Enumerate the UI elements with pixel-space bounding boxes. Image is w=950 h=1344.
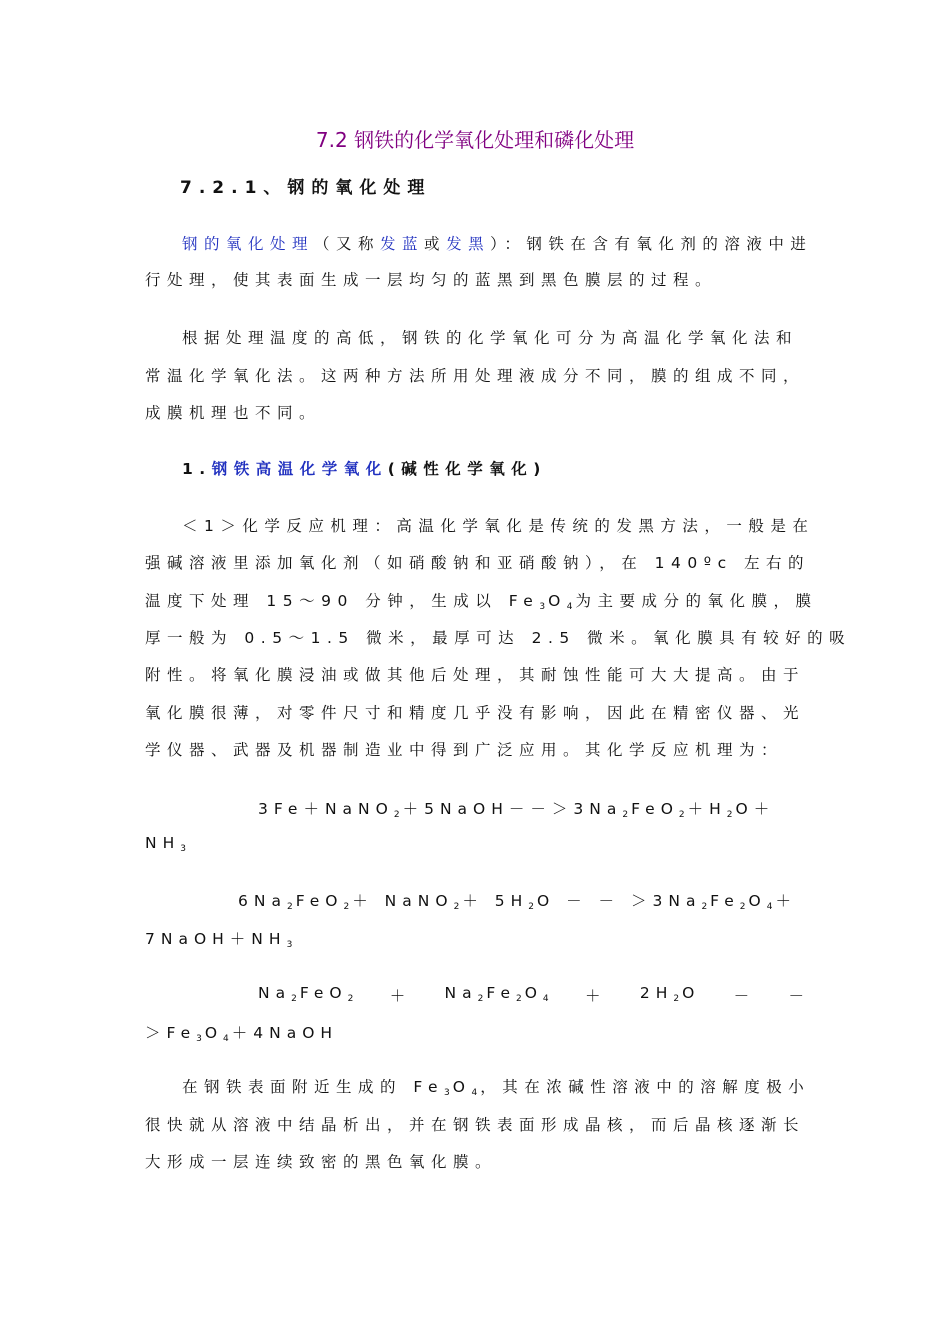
equation-3-line-1: [258, 984, 810, 1006]
text: ＋4NaOH: [231, 1024, 339, 1042]
term-na2feo2: [258, 984, 356, 1006]
subscript: 3: [444, 1088, 453, 1098]
text: 为主要成分的氧化膜，膜: [575, 592, 818, 610]
text: ＞Fe: [145, 1024, 197, 1042]
subscript: 2: [393, 810, 403, 820]
subscript: 2: [291, 994, 300, 1004]
text: O: [452, 1078, 472, 1096]
text: O: [548, 592, 567, 610]
text: O: [682, 984, 701, 1002]
text: Fe: [710, 892, 740, 910]
subscript: 2: [515, 994, 525, 1004]
term-blueing: 发蓝: [380, 235, 425, 253]
subscript: 2: [673, 994, 683, 1004]
text: O: [524, 984, 543, 1002]
equation-1-line-1: [258, 797, 775, 820]
subscript: 2: [453, 902, 463, 912]
subscript: 3: [196, 1034, 205, 1044]
text: O － － ＞3Na: [537, 892, 702, 910]
plus-sign: ＋: [584, 987, 607, 1005]
subscript: 3: [539, 602, 549, 612]
text: ＋5NaOH－－＞3Na: [402, 800, 623, 818]
text: 在钢铁表面附近生成的 Fe: [182, 1078, 445, 1096]
subscript: 2: [528, 902, 537, 912]
subheading-1: [182, 459, 847, 479]
dash: －: [733, 987, 756, 1005]
subscript: 3: [180, 844, 189, 854]
paragraph-3-line-1: ＜1＞化学反应机理：高温化学氧化是传统的发黑方法，一般是在: [182, 517, 815, 535]
text: 或: [424, 235, 447, 253]
subscript: 4: [542, 994, 552, 1004]
text: ，其在浓碱性溶液中的溶解度极小: [480, 1078, 811, 1096]
text: （又称: [314, 235, 381, 253]
text: 2H: [639, 984, 674, 1002]
heading-number: 1.: [182, 460, 212, 478]
text: O: [204, 1024, 224, 1042]
subscript: 2: [701, 902, 711, 912]
text: O＋: [735, 800, 776, 818]
plus-sign: ＋: [389, 987, 412, 1005]
paragraph-3-line-7: 学仪器、武器及机器制造业中得到广泛应用。其化学反应机理为：: [145, 741, 784, 759]
paragraph-3-line-4: 厚一般为 0.5～1.5 微米，最厚可达 2.5 微米。氧化膜具有较好的吸: [145, 629, 852, 647]
text: 6Na: [238, 892, 287, 910]
subscript: 4: [471, 1088, 481, 1098]
term-oxidation: 钢的氧化处理: [182, 235, 315, 253]
subscript: 4: [223, 1034, 232, 1044]
subscript: 2: [286, 902, 296, 912]
subscript: 2: [477, 994, 487, 1004]
paragraph-3-line-6: 氧化膜很薄，对零件尺寸和精度几乎没有影响，因此在精密仪器、光: [145, 704, 806, 722]
subscript: 2: [726, 810, 736, 820]
term-na2fe2o4: [445, 984, 552, 1006]
text: FeO: [295, 892, 344, 910]
dash: －: [788, 987, 810, 1005]
subscript: 2: [622, 810, 632, 820]
heading-paren: (碱性化学氧化): [387, 460, 547, 478]
equation-3-line-2: [145, 1021, 338, 1044]
term-2h2o: [640, 984, 700, 1006]
text: NH: [145, 834, 181, 852]
section-heading: 7.2.1、钢的氧化处理: [180, 178, 432, 198]
subscript: 2: [739, 902, 749, 912]
subscript: 2: [343, 902, 353, 912]
text: Na: [444, 984, 478, 1002]
text: O: [748, 892, 767, 910]
paragraph-2-line-1: 根据处理温度的高低，钢铁的化学氧化可分为高温化学氧化法和: [182, 329, 799, 347]
text: ＋ NaNO: [352, 892, 454, 910]
text: Fe: [486, 984, 516, 1002]
paragraph-3-line-5: 附性。将氧化膜浸油或做其他后处理，其耐蚀性能可大大提高。由于: [145, 666, 806, 684]
paragraph-4-line-3: 大形成一层连续致密的黑色氧化膜。: [145, 1153, 498, 1171]
equation-2-line-2: [145, 927, 295, 950]
text: ＋H: [687, 800, 727, 818]
paragraph-2-line-2: 常温化学氧化法。这两种方法所用处理液成分不同，膜的组成不同，: [145, 367, 806, 385]
term-blackening: 发黑: [446, 235, 491, 253]
heading-term: 钢铁高温化学氧化: [211, 460, 388, 478]
text: ＋ 5H: [462, 892, 529, 910]
paragraph-1-line-2: 行处理，使其表面生成一层均匀的蓝黑到黑色膜层的过程。: [145, 271, 718, 289]
paragraph-3-line-2: 强碱溶液里添加氧化剂（如硝酸钠和亚硝酸钠），在 140ºc 左右的: [145, 554, 811, 572]
paragraph-3-line-3: [145, 591, 818, 617]
page-title: 7.2 钢铁的化学氧化处理和磷化处理: [315, 128, 635, 152]
subscript: 2: [678, 810, 688, 820]
subscript: 2: [347, 994, 357, 1004]
subscript: 4: [766, 902, 776, 912]
text: ）：钢铁在含有氧化剂的溶液中进: [490, 235, 813, 253]
paragraph-4-line-1: [182, 1077, 847, 1103]
text: 7NaOH＋NH: [145, 930, 287, 948]
paragraph-1-line-1: [182, 234, 847, 254]
text: FeO: [299, 984, 348, 1002]
paragraph-4-line-2: 很快就从溶液中结晶析出，并在钢铁表面形成晶核，而后晶核逐渐长: [145, 1116, 806, 1134]
text: 3Fe＋NaNO: [258, 800, 394, 818]
subscript: 3: [286, 940, 296, 950]
text: 温度下处理 15～90 分钟，生成以 Fe: [145, 592, 540, 610]
text: Na: [258, 984, 292, 1002]
equation-1-line-2: [145, 834, 189, 854]
text: ＋: [775, 892, 797, 910]
paragraph-2-line-3: 成膜机理也不同。: [145, 404, 322, 422]
text: FeO: [631, 800, 679, 818]
subscript: 4: [566, 602, 576, 612]
equation-2-line-1: [238, 889, 797, 912]
